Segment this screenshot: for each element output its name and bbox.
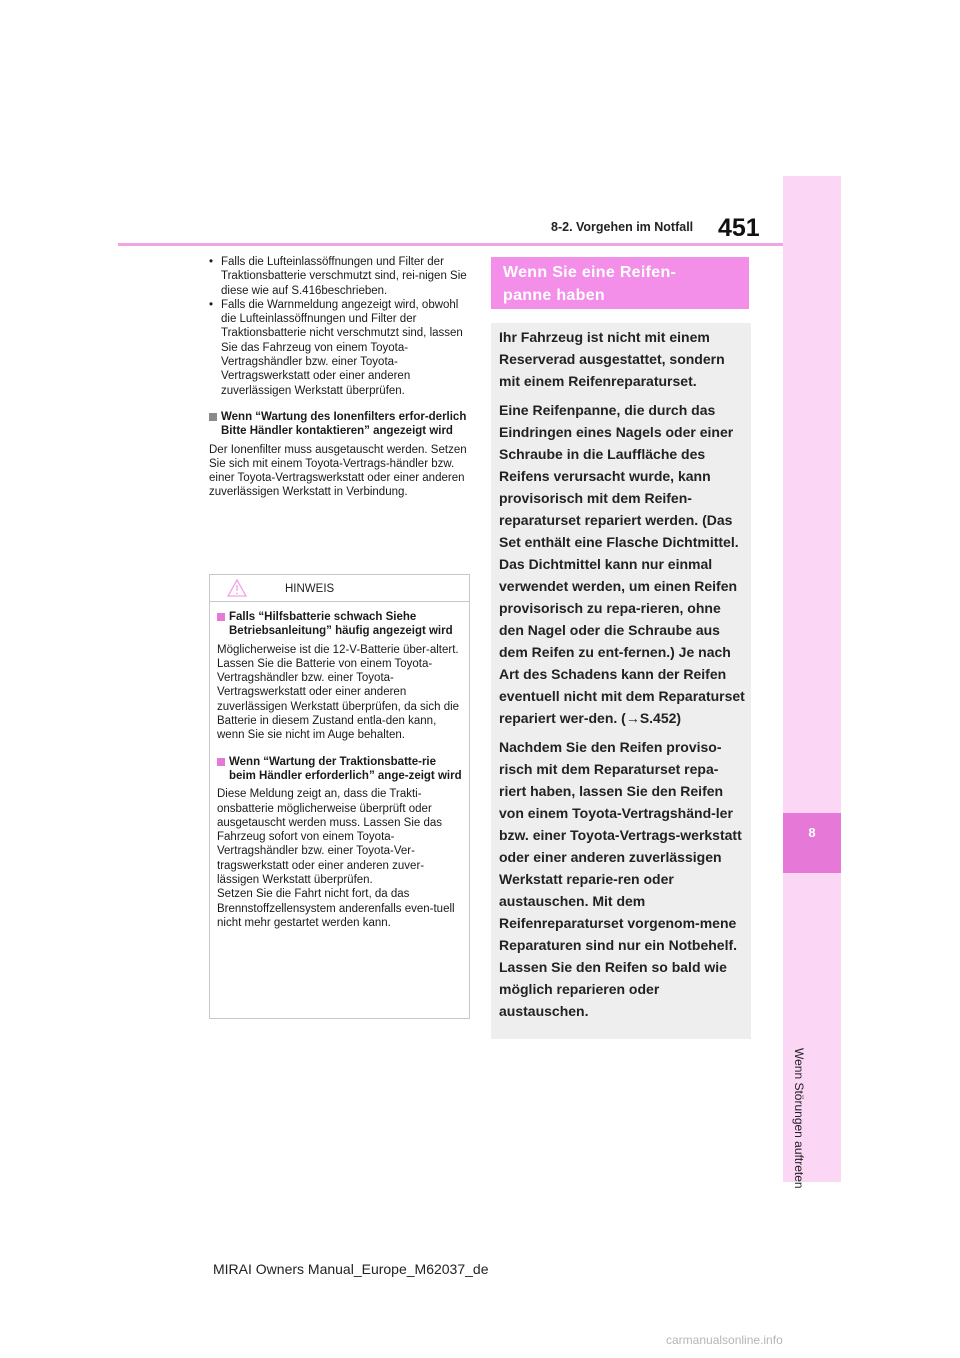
notice-subheading-text: Falls “Hilfsbatterie schwach Siehe Betriebsanleitung” häufig angezeigt wird (229, 611, 453, 638)
side-tab-strip (783, 176, 841, 1182)
watermark: carmanualsonline.info (666, 1333, 783, 1347)
subheading (209, 410, 469, 439)
list-item (209, 298, 469, 398)
manual-footer: MIRAI Owners Manual_Europe_M62037_de (213, 1261, 489, 1277)
header-rule (118, 243, 784, 246)
bullet-list (209, 255, 469, 398)
notice-subheading-text: Wenn “Wartung der Traktionsbatte-rie beim Händler erforderlich” ange-zeigt wird (229, 755, 462, 782)
warning-triangle-icon (227, 579, 247, 602)
notice-header (210, 575, 469, 602)
chapter-number: 8 (808, 825, 816, 840)
notice-subheading (217, 610, 463, 639)
square-bullet-icon (217, 758, 225, 766)
bullet-glyph: • (209, 298, 214, 311)
list-item (209, 255, 469, 298)
bullet-text: Falls die Warnmeldung angezeigt wird, obwohl die Lufteinlassöffnungen und Filter der Traktionsbatterie nicht verschmutzt sind, lassen Sie das Fahrzeug von einem Toyota-Vertragshändler bzw. einer Toyota-Vertragswerkstatt oder einer anderen zuverlässigen Werkstatt überprüfen. (221, 298, 463, 397)
subheading-text: Wenn “Wartung des Ionenfilters erfor-derlich Bitte Händler kontaktieren” angezeigt wird (221, 410, 467, 438)
paragraph: Eine Reifenpanne, die durch das Eindringen eines Nagels oder einer Schraube in die Lauffläche des Reifens verursacht wurde, kann provisorisch mit dem Reifen-reparaturset repariert werden. (Das Set enthält eine Flasche Dichtmittel. Das Dichtmittel kann nur einmal verwendet werden, um einen Reifen provisorisch zu repa-rieren, ohne den Nagel oder die Schraube aus dem Reifen zu ent-fernen.) Je nach Art des Schadens kann der Reifen eventuell nicht mit dem Reparaturset repariert wer-den. (→S.452) (499, 402, 745, 726)
page-number: 451 (718, 214, 760, 242)
square-bullet-icon (209, 413, 217, 421)
notice-paragraph: Möglicherweise ist die 12-V-Batterie über-altert. Lassen Sie die Batterie von einem Toyota-Vertragshändler bzw. einer Toyota-Vertragswerkstatt oder einer anderen zuverlässigen Werkstatt überprüfen, da sich die Batterie in diesem Zustand entla-den kann, wenn Sie sie nicht im Auge behalten. (217, 643, 460, 742)
bullet-text: Falls die Lufteinlassöffnungen und Filter der Traktionsbatterie verschmutzt sind, rei-nigen Sie diese wie auf S.416beschrieben. (221, 256, 467, 297)
section-title-line: Wenn Sie eine Reifen- (503, 264, 677, 281)
section-title (503, 261, 743, 307)
paragraph: Der Ionenfilter muss ausgetauscht werden. Setzen Sie sich mit einem Toyota-Vertrags-händler bzw. einer Toyota-Vertragswerkstatt oder einer anderen zuverlässigen Werkstatt in Verbindung. (209, 443, 467, 499)
section-title-line: panne haben (503, 287, 605, 304)
info-panel-text (499, 326, 745, 1029)
chapter-label: Wenn Störungen auftreten (792, 1048, 806, 1189)
paragraph: Ihr Fahrzeug ist nicht mit einem Reserverad ausgestattet, sondern mit einem Reifenreparaturset. (499, 329, 725, 389)
notice-paragraph: Setzen Sie die Fahrt nicht fort, da das Brennstoffzellensystem anderenfalls even-tuell nicht mehr gestartet werden kann. (217, 888, 455, 929)
chapter-tab (783, 813, 841, 873)
left-column (209, 255, 469, 500)
notice-box (209, 574, 470, 1019)
bullet-glyph: • (209, 256, 214, 268)
notice-title: HINWEIS (285, 583, 335, 595)
notice-subheading (217, 755, 463, 784)
section-header: 8-2. Vorgehen im Notfall (551, 220, 694, 234)
notice-body (210, 602, 469, 930)
paragraph: Nachdem Sie den Reifen proviso-risch mit dem Reparaturset repa-riert haben, lassen Sie den Reifen von einem Toyota-Vertragshänd-ler bzw. einer Toyota-Vertrags-werkstatt oder einer anderen zuverlässigen Werkstatt reparie-ren oder austauschen. Mit dem Reifenreparaturset vorgenom-mene Reparaturen sind nur ein Notbehelf. Lassen Sie den Reifen so bald wie möglich reparieren oder austauschen. (499, 739, 742, 1019)
square-bullet-icon (217, 613, 225, 621)
notice-paragraph: Diese Meldung zeigt an, dass die Trakti-onsbatterie möglicherweise überprüft oder ausgetauscht werden muss. Lassen Sie das Fahrzeug sofort von einem Toyota-Vertragshändler bzw. einer Toyota-Ver-tragswerkstatt oder einer anderen zuver-lässigen Werkstatt überprüfen. (217, 788, 443, 887)
